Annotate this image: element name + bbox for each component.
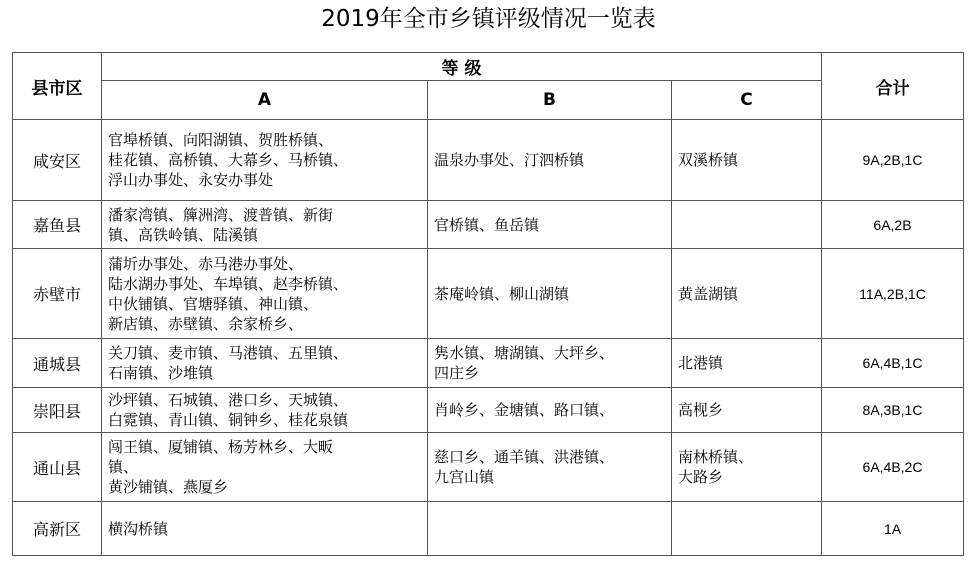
town-list-line: 大路乡: [678, 468, 724, 486]
town-list-line: 南林桥镇、: [678, 448, 754, 466]
total-cell: 8A,3B,1C: [822, 388, 964, 433]
county-cell: 崇阳县: [13, 388, 102, 433]
grade-a-cell: [102, 388, 428, 433]
county-cell: 通城县: [13, 339, 102, 388]
grade-c-cell: [672, 201, 822, 249]
town-list-line: 肖岭乡、金塘镇、路口镇、: [434, 401, 615, 419]
total-cell: 6A,2B: [822, 201, 964, 249]
grade-a-cell: [102, 120, 428, 201]
county-cell: 通山县: [13, 433, 102, 502]
table-row: [13, 120, 964, 201]
total-cell: 11A,2B,1C: [822, 249, 964, 339]
grade-b-cell: [428, 433, 672, 502]
grade-a-cell: [102, 339, 428, 388]
grade-b-cell: [428, 120, 672, 201]
total-cell: 9A,2B,1C: [822, 120, 964, 201]
town-list-line: 浮山办事处、永安办事处: [108, 171, 274, 189]
grade-a-cell: [102, 433, 428, 502]
town-list-line: 陆水湖办事处、车埠镇、赵李桥镇、: [108, 274, 349, 293]
table-row: [13, 249, 964, 339]
grade-b-cell: [428, 339, 672, 388]
town-list-line: 镇、高铁岭镇、陆溪镇: [108, 225, 259, 244]
town-list-line: 中伙铺镇、官塘驿镇、神山镇、: [108, 294, 319, 313]
grade-b-cell: [428, 388, 672, 433]
town-list-line: 白霓镇、青山镇、铜钟乡、桂花泉镇: [108, 411, 349, 429]
town-list-line: 桂花镇、高桥镇、大幕乡、马桥镇、: [108, 151, 349, 169]
town-list-line: 高枧乡: [678, 401, 724, 419]
town-list-line: 横沟桥镇: [108, 519, 169, 538]
grade-c-cell: [672, 339, 822, 388]
table-row: [13, 201, 964, 249]
town-list-line: 北港镇: [678, 354, 724, 372]
grade-b-cell: [428, 201, 672, 249]
table-row: [13, 502, 964, 556]
town-list-line: 温泉办事处、汀泗桥镇: [434, 151, 585, 169]
town-list-line: 官桥镇、鱼岳镇: [434, 215, 540, 234]
header-total: 合计: [822, 53, 964, 120]
table-row: [13, 433, 964, 502]
grade-c-cell: [672, 120, 822, 201]
table-row: [13, 388, 964, 433]
grade-c-cell: [672, 388, 822, 433]
grade-c-cell: [672, 433, 822, 502]
header-grade-b: B: [428, 81, 672, 120]
page-title: 2019年全市乡镇评级情况一览表: [321, 6, 656, 32]
town-list-line: 蒲圻办事处、赤马港办事处、: [108, 254, 304, 273]
town-list-line: 隽水镇、塘湖镇、大坪乡、: [434, 344, 615, 362]
county-cell: 咸安区: [13, 120, 102, 201]
table-body: [13, 120, 964, 556]
total-cell: 6A,4B,2C: [822, 433, 964, 502]
town-list-line: 慈口乡、通羊镇、洪港镇、: [434, 448, 615, 466]
county-cell: 高新区: [13, 502, 102, 556]
town-list-line: 双溪桥镇: [678, 151, 739, 169]
town-list-line: 黄沙铺镇、燕厦乡: [108, 478, 229, 496]
town-list-line: 四庄乡: [434, 364, 480, 382]
table-row: [13, 339, 964, 388]
header-grade-a: A: [102, 81, 428, 120]
town-list-line: 石南镇、沙堆镇: [108, 364, 214, 382]
town-list-line: 沙坪镇、石城镇、港口乡、天城镇、: [108, 391, 349, 409]
county-cell: 嘉鱼县: [13, 201, 102, 249]
total-cell: 6A,4B,1C: [822, 339, 964, 388]
town-list-line: 茶庵岭镇、柳山湖镇: [434, 284, 570, 303]
grade-a-cell: [102, 249, 428, 339]
total-cell: 1A: [822, 502, 964, 556]
town-list-line: 镇、: [108, 458, 139, 476]
grade-c-cell: [672, 249, 822, 339]
header-county: 县市区: [13, 53, 102, 120]
grade-b-cell: [428, 249, 672, 339]
county-cell: 赤壁市: [13, 249, 102, 339]
header-grade-c: C: [672, 81, 822, 120]
grade-b-cell: [428, 502, 672, 556]
town-list-line: 潘家湾镇、簰洲湾、渡普镇、新街: [108, 205, 334, 224]
town-list-line: 关刀镇、麦市镇、马港镇、五里镇、: [108, 344, 349, 362]
rating-table: [12, 52, 964, 556]
grade-a-cell: [102, 502, 428, 556]
town-list-line: 闯王镇、厦铺镇、杨芳林乡、大畈: [108, 438, 334, 456]
grade-a-cell: [102, 201, 428, 249]
grade-c-cell: [672, 502, 822, 556]
town-list-line: 新店镇、赤壁镇、余家桥乡、: [108, 314, 304, 333]
town-list-line: 九宫山镇: [434, 468, 495, 486]
header-grade: 等 级: [102, 53, 822, 81]
town-list-line: 官埠桥镇、向阳湖镇、贺胜桥镇、: [108, 131, 334, 149]
town-list-line: 黄盖湖镇: [678, 284, 739, 303]
